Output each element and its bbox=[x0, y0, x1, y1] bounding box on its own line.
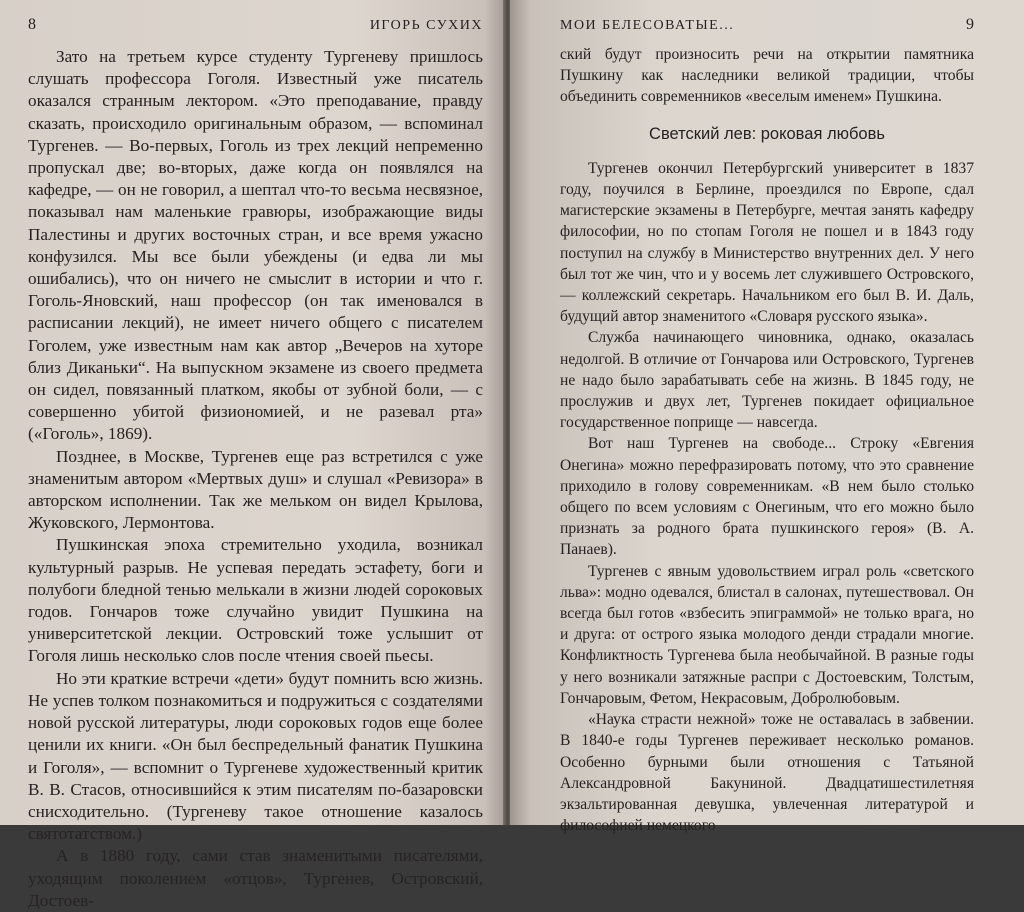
right-page bbox=[510, 0, 1024, 835]
right-page-number: 9 bbox=[966, 16, 974, 33]
right-running-title: МОИ БЕЛЕСОВАТЫЕ... bbox=[560, 18, 735, 33]
right-running-head bbox=[560, 16, 974, 34]
left-page bbox=[0, 0, 505, 910]
paragraph: «Наука страсти нежной» тоже не оставалась в забвении. В 1840-е годы Тургенев переживает несколько романов. Особенно бурными были отношения с Татьяной Александровной Бакуниной. Двадцатишестилетняя экзальтированная девушка, увлеченная литературой и философией немецкого bbox=[560, 711, 974, 835]
continuation-paragraph: ский будут произносить речи на открытии памятника Пушкину как наследники великой традиции, чтобы объединить современников «веселым именем» Пушкина. bbox=[560, 46, 974, 106]
paragraph: Позднее, в Москве, Тургенев еще раз встретился с уже знаменитым автором «Мертвых душ» и слушал «Ревизора» в авторском исполнении. Так же мельком он видел Крылова, Жуковского, Лермонтова. bbox=[28, 446, 483, 533]
paragraph: Пушкинская эпоха стремительно уходила, возникал культурный разрыв. Не успевая передать эстафету, боги и полубоги бледной тенью мелькали в жизни людей сороковых годов. Гончаров тоже случайно увидит Пушкина на университетской лекции. Островский тоже услышит от Гоголя лишь несколько слов после чтения своей пьесы. bbox=[28, 535, 483, 666]
paragraph: А в 1880 году, сами став знаменитыми писателями, уходящим поколением «отцов», Тургенев, Островский, Достоев- bbox=[28, 846, 483, 910]
left-running-head bbox=[28, 16, 483, 34]
paragraph: Тургенев окончил Петербургский университет в 1837 году, поучился в Берлине, проездился по Европе, сдал магистерские экзамены в Петербурге, мечтая занять кафедру философии, но по стопам Гоголя не пошел и в 1843 году поступил на службу в Министерство внутренних дел. У него был тот же чин, что и у восемь лет служившего Островского, — коллежский секретарь. Начальником его был В. И. Даль, будущий автор знаменитого «Словаря русского языка». bbox=[560, 159, 974, 326]
left-running-title: ИГОРЬ СУХИХ bbox=[369, 18, 483, 33]
paragraph: Но эти краткие встречи «дети» будут помнить всю жизнь. Не успев толком познакомиться и подружиться с создателями новой русской литературы, люди сороковых годов еще более ценили их книги. «Он был беспредельный фанатик Пушкина и Гоголя», — вспомнит о Тургеневе художественный критик В. В. Стасов, относившийся к этим писателям по-базаровски снисходительно. (Тургеневу такое отношение казалось святотатством.) bbox=[28, 668, 483, 844]
right-body-text bbox=[560, 44, 974, 836]
section-heading: Светский лев: роковая любовь bbox=[649, 124, 885, 143]
paragraph: Служба начинающего чиновника, однако, оказалась недолгой. В отличие от Гончарова или Островского, Тургенев не надо было зарабатывать себе на жизнь. В 1845 году, не прослужив и двух лет, Тургенев покидает официальное государственное поприще — навсегда. bbox=[560, 329, 974, 432]
left-body-text bbox=[28, 46, 483, 912]
left-page-number: 8 bbox=[28, 16, 36, 33]
paragraph: Вот наш Тургенев на свободе... Строку «Евгения Онегина» можно перефразировать потому, что это сравнение приходило в голову современникам. «В нем было столько общего по всем условиям с Онегиным, что его можно было признать за родного брата пушкинского героя» (В. А. Панаев). bbox=[560, 435, 974, 559]
paragraph: Тургенев с явным удовольствием играл роль «светского льва»: модно одевался, блистал в салонах, путешествовал. Он всегда был готов «взбесить эпиграммой» не только врага, но и друга: от острого языка молодого денди страдали многие. Конфликтность Тургенева была необычайной. В разные годы у него возникали затяжные распри с Достоевским, Толстым, Гончаровым, Фетом, Некрасовым, Добролюбовым. bbox=[560, 562, 974, 707]
paragraph: Зато на третьем курсе студенту Тургеневу пришлось слушать профессора Гоголя. Известный уже писатель оказался странным лектором. «Это преподавание, правду сказать, происходило оригинальным образом, — вспоминал Тургенев. — Во-первых, Гоголь из трех лекций непременно пропускал две; во-вторых, даже когда он появлялся на кафедре, — он не говорил, а шептал что-то весьма несвязное, показывал нам маленькие гравюры, изображающие виды Палестины и других восточных стран, и все время ужасно конфузился. Мы все были убеждены (и едва ли мы ошибались), что он ничего не смыслит в истории и что г. Гоголь-Яновский, наш профессор (он так именовался в расписании лекций), не имеет ничего общего с писателем Гоголем, уже известным нам как автор „Вечеров на хуторе близ Диканьки“. На выпускном экзамене из своего предмета он сидел, повязанный платком, якобы от зубной боли, — с совершенно убитой физиономией, и не разевал рта» («Гоголь», 1869). bbox=[28, 47, 483, 444]
